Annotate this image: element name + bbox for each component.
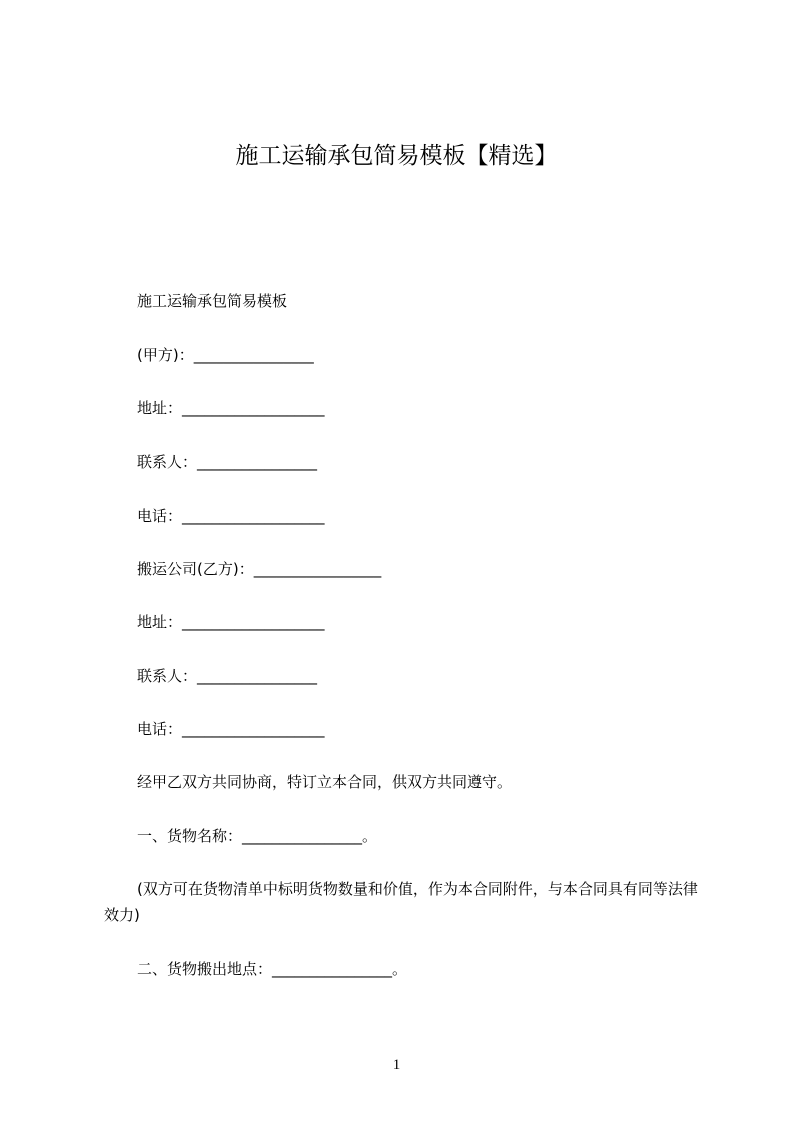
page-number: 1 bbox=[392, 1057, 401, 1073]
agreement-statement: 经甲乙双方共同协商，特订立本合同，供双方共同遵守。 bbox=[137, 773, 513, 791]
party-b-phone-field: 电话：___________________ bbox=[137, 720, 325, 738]
party-b-address-field: 地址：___________________ bbox=[137, 613, 325, 631]
document-title: 施工运输承包简易模板【精选】 bbox=[235, 143, 558, 169]
party-a-address-field: 地址：___________________ bbox=[137, 399, 325, 417]
clause-goods-name: 一、货物名称：________________。 bbox=[137, 827, 378, 845]
document-subtitle: 施工运输承包简易模板 bbox=[137, 292, 288, 310]
party-b-field: 搬运公司(乙方)：_________________ bbox=[137, 560, 382, 578]
party-a-field: (甲方)：________________ bbox=[137, 346, 314, 364]
clause-note: (双方可在货物清单中标明货物数量和价值，作为本合同附件，与本合同具有同等法律效力) bbox=[104, 880, 698, 924]
party-a-phone-field: 电话：___________________ bbox=[137, 507, 325, 525]
party-a-contact-field: 联系人：________________ bbox=[137, 453, 318, 471]
clause-pickup-location: 二、货物搬出地点：________________。 bbox=[137, 960, 408, 978]
party-b-contact-field: 联系人：________________ bbox=[137, 667, 318, 685]
